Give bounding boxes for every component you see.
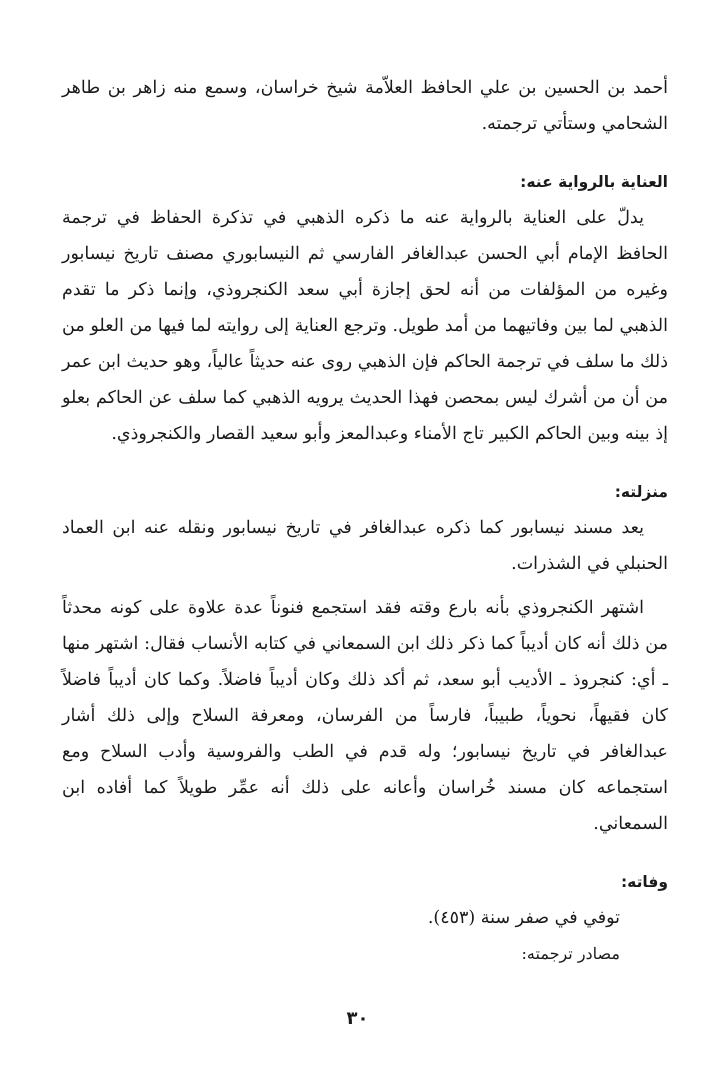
riwaya-paragraph: يدلّ على العناية بالرواية عنه ما ذكره الذهبي في تذكرة الحفاظ في ترجمة الحافظ الإمام أبي الحسن عبدالغافر الفارسي ثم النيسابوري مصنف تاريخ نيسابور وغيره من المؤلفات من أنه لحق إجازة أبي سعد الكنجروذي، وإنما ذكر ما تقدم الذهبي لما بين وفاتيهما من أمد طويل. وترجع العناية إلى روايته لما فيها من العلو من ذلك ما سلف في ترجمة الحاكم فإن الذهبي روى عنه حديثاً عالياً، وهو حديث ابن عمر من أن من أشرك ليس بمحصن فهذا الحديث يرويه الذهبي كما سلف عن الحاكم بعلو إذ بينه وبين الحاكم الكبير تاج الأمناء وعبدالمعز وأبو سعيد القصار والكنجروذي. [62,208,668,444]
riwaya-heading: العناية بالرواية عنه: [520,173,668,191]
spacer [62,452,668,474]
spacer [62,842,668,864]
spacer [62,582,668,590]
intro-paragraph: أحمد بن الحسين بن علي الحافظ العلاّمة شيخ خراسان، وسمع منه زاهر بن طاهر الشحامي وستأتي ترجمته. [62,78,668,134]
spacer [62,142,668,164]
wafat-heading: وفاته: [620,873,668,891]
death-date-line: توفي في صفر سنة (٤٥٣). [427,908,620,928]
manzila-paragraph-1: يعد مسند نيسابور كما ذكره عبدالغافر في تاريخ نيسابور ونقله عنه ابن العماد الحنبلي في الشذرات. [62,518,668,574]
page-body [62,70,668,972]
sources-label: مصادر ترجمته: [521,944,620,963]
page-number: ٣٠ [346,1008,369,1029]
manzila-paragraph-2: اشتهر الكنجروذي بأنه بارع وقته فقد استجمع فنوناً عدة علاوة على كونه محدثاً من ذلك أنه كان أديباً كما ذكر ذلك ابن السمعاني في كتابه الأنساب فقال: اشتهر منها ـ أي: كنجروذ ـ الأديب أبو سعد، ثم أكد ذلك وكان أديباً فاضلاً. وكما كان أديباً فاضلاً كان فقيهاً، نحوياً، طبيباً، فارساً من الفرسان، ومعرفة السلاح وإلى ذلك أشار عبدالغافر في تاريخ نيسابور؛ وله قدم في الطب والفروسية وأدب السلاح ومع استجماعه كان مسند خُراسان وأعانه على ذلك أنه عمِّر طويلاً كما أفاده ابن السمعاني. [62,598,668,834]
manzila-heading: منزلته: [614,483,668,501]
